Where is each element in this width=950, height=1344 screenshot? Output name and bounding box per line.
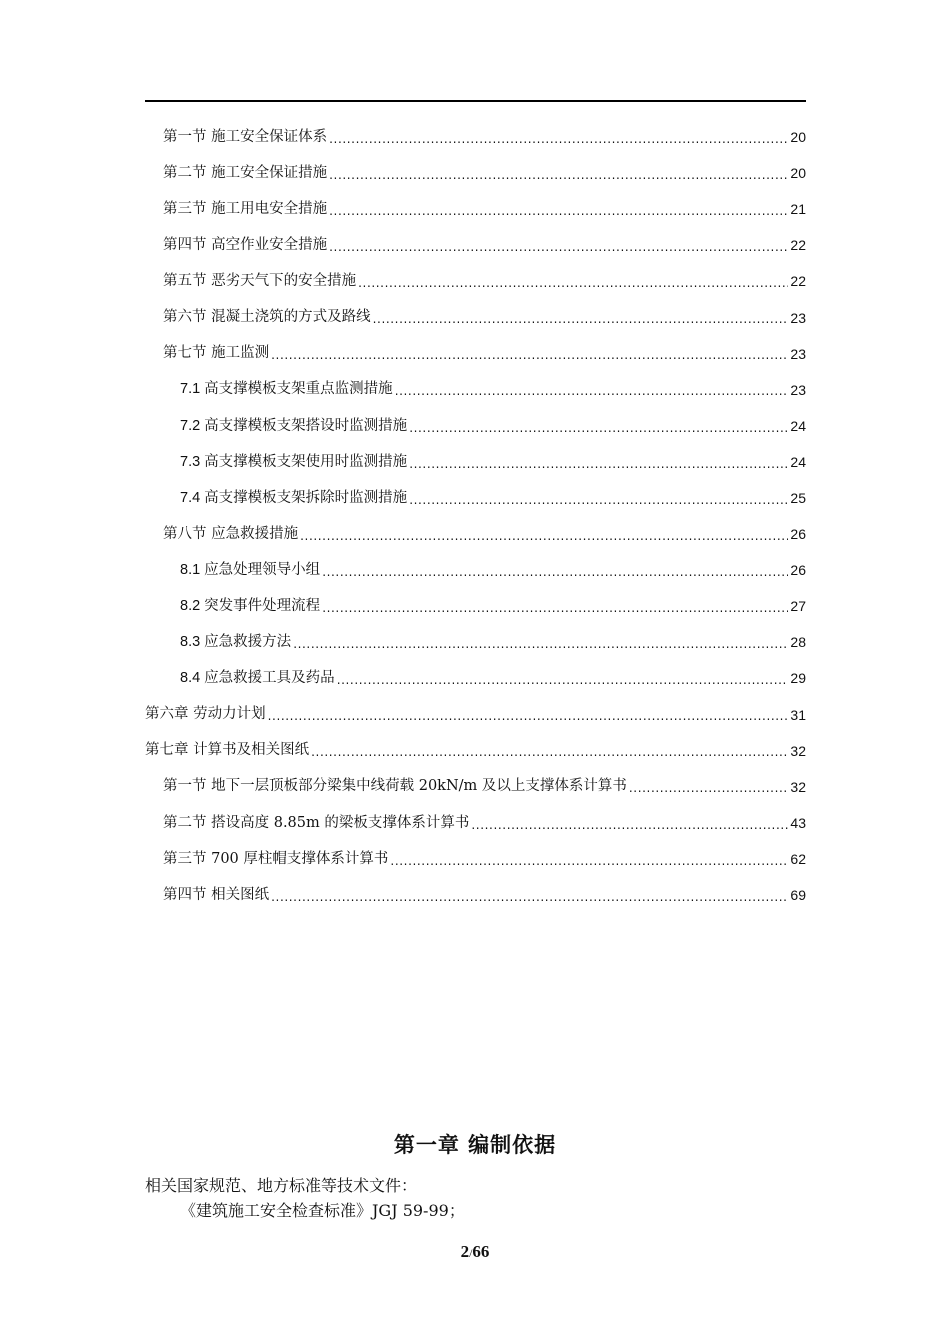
toc-entry[interactable]	[180, 480, 806, 516]
toc-leader	[271, 890, 788, 905]
toc-entry-page: 25	[790, 489, 806, 506]
toc-entry-label: 第七节 施工监测	[163, 345, 270, 362]
toc-entry-label: 第三节 700 厚柱帽支撑体系计算书	[163, 850, 389, 867]
table-of-contents	[0, 119, 950, 913]
toc-entry[interactable]	[163, 805, 806, 841]
toc-leader	[629, 781, 789, 796]
toc-entry-page: 29	[790, 670, 806, 687]
page-number-separator: /	[469, 1246, 473, 1260]
toc-entry-page: 23	[790, 381, 806, 398]
toc-entry-label: 7.4 高支撑模板支架拆除时监测措施	[180, 489, 408, 506]
toc-entry-page: 62	[790, 850, 806, 867]
toc-entry-label: 8.3 应急救援方法	[180, 634, 292, 651]
toc-entry-label: 第四节 相关图纸	[163, 886, 270, 903]
toc-entry-label: 第六章 劳动力计划	[145, 706, 266, 723]
toc-entry[interactable]	[180, 552, 806, 588]
toc-entry-label: 7.2 高支撑模板支架搭设时监测措施	[180, 417, 408, 434]
toc-entry[interactable]	[163, 227, 806, 263]
toc-entry-label: 第四节 高空作业安全措施	[163, 237, 328, 254]
toc-entry-page: 23	[790, 309, 806, 326]
toc-leader	[329, 240, 788, 255]
toc-leader	[322, 601, 788, 616]
toc-leader	[373, 312, 789, 327]
toc-leader	[300, 529, 788, 544]
header-rule	[145, 100, 806, 102]
toc-entry[interactable]	[180, 624, 806, 660]
toc-entry-page: 20	[790, 129, 806, 146]
toc-entry[interactable]	[163, 336, 806, 372]
toc-leader	[311, 745, 788, 760]
body-intro-text: 相关国家规范、地方标准等技术文件：	[145, 1176, 418, 1195]
toc-entry[interactable]	[163, 769, 806, 805]
toc-leader	[390, 854, 788, 869]
toc-entry[interactable]	[163, 299, 806, 335]
toc-entry[interactable]	[180, 372, 806, 408]
toc-entry-label: 7.1 高支撑模板支架重点监测措施	[180, 381, 393, 398]
toc-entry-label: 第八节 应急救援措施	[163, 525, 299, 542]
toc-leader	[395, 384, 789, 399]
body-list-item: 《建筑施工安全检查标准》JGJ 59-99；	[180, 1201, 465, 1220]
toc-entry-label: 第二节 施工安全保证措施	[163, 164, 328, 181]
page-number-footer	[0, 1242, 950, 1262]
total-pages-number: 66	[472, 1242, 490, 1261]
toc-entry-page: 43	[790, 814, 806, 831]
toc-entry[interactable]	[145, 697, 806, 733]
toc-entry-page: 28	[790, 634, 806, 651]
toc-leader	[329, 168, 788, 183]
toc-entry-page: 69	[790, 887, 806, 904]
toc-entry-label: 8.4 应急救援工具及药品	[180, 670, 335, 687]
current-page-number: 2	[460, 1242, 470, 1261]
toc-entry-page: 22	[790, 273, 806, 290]
toc-entry-page: 26	[790, 562, 806, 579]
toc-entry-page: 27	[790, 598, 806, 615]
toc-entry-label: 第三节 施工用电安全措施	[163, 200, 328, 217]
toc-entry-page: 31	[790, 706, 806, 723]
toc-leader	[322, 565, 788, 580]
toc-entry-label: 第七章 计算书及相关图纸	[145, 742, 310, 759]
toc-entry-page: 20	[790, 165, 806, 182]
toc-entry-page: 21	[790, 201, 806, 218]
toc-leader	[409, 457, 788, 472]
toc-leader	[337, 673, 789, 688]
toc-leader	[409, 421, 788, 436]
toc-leader	[293, 637, 788, 652]
toc-entry-page: 23	[790, 345, 806, 362]
toc-entry-label: 7.3 高支撑模板支架使用时监测措施	[180, 453, 408, 470]
toc-entry[interactable]	[163, 516, 806, 552]
toc-entry-label: 第六节 混凝土浇筑的方式及路线	[163, 309, 371, 326]
chapter-heading: 第一章 编制依据	[393, 1133, 557, 1157]
toc-entry-label: 第五节 恶劣天气下的安全措施	[163, 273, 357, 290]
toc-entry[interactable]	[180, 588, 806, 624]
toc-entry-page: 24	[790, 417, 806, 434]
toc-entry-label: 第一节 施工安全保证体系	[163, 128, 328, 145]
toc-entry[interactable]	[180, 660, 806, 696]
toc-leader	[329, 132, 788, 147]
toc-entry-page: 26	[790, 526, 806, 543]
toc-leader	[329, 204, 788, 219]
toc-entry[interactable]	[145, 733, 806, 769]
toc-entry[interactable]	[163, 263, 806, 299]
toc-entry[interactable]	[163, 191, 806, 227]
toc-entry[interactable]	[163, 877, 806, 913]
toc-entry[interactable]	[163, 841, 806, 877]
toc-leader	[268, 709, 789, 724]
toc-entry[interactable]	[163, 119, 806, 155]
toc-entry[interactable]	[180, 408, 806, 444]
toc-entry[interactable]	[163, 155, 806, 191]
toc-leader	[358, 276, 788, 291]
toc-leader	[271, 348, 788, 363]
toc-entry-page: 32	[790, 742, 806, 759]
toc-entry-page: 24	[790, 453, 806, 470]
toc-leader	[409, 493, 788, 508]
toc-entry-page: 32	[790, 778, 806, 795]
toc-entry-label: 第一节 地下一层顶板部分梁集中线荷载 20kN/m 及以上支撑体系计算书	[163, 778, 627, 795]
toc-entry-label: 8.1 应急处理领导小组	[180, 561, 321, 578]
toc-entry-label: 第二节 搭设高度 8.85m 的梁板支撑体系计算书	[163, 814, 470, 831]
toc-entry-page: 22	[790, 237, 806, 254]
toc-entry[interactable]	[180, 444, 806, 480]
toc-leader	[471, 818, 788, 833]
toc-entry-label: 8.2 突发事件处理流程	[180, 598, 321, 615]
